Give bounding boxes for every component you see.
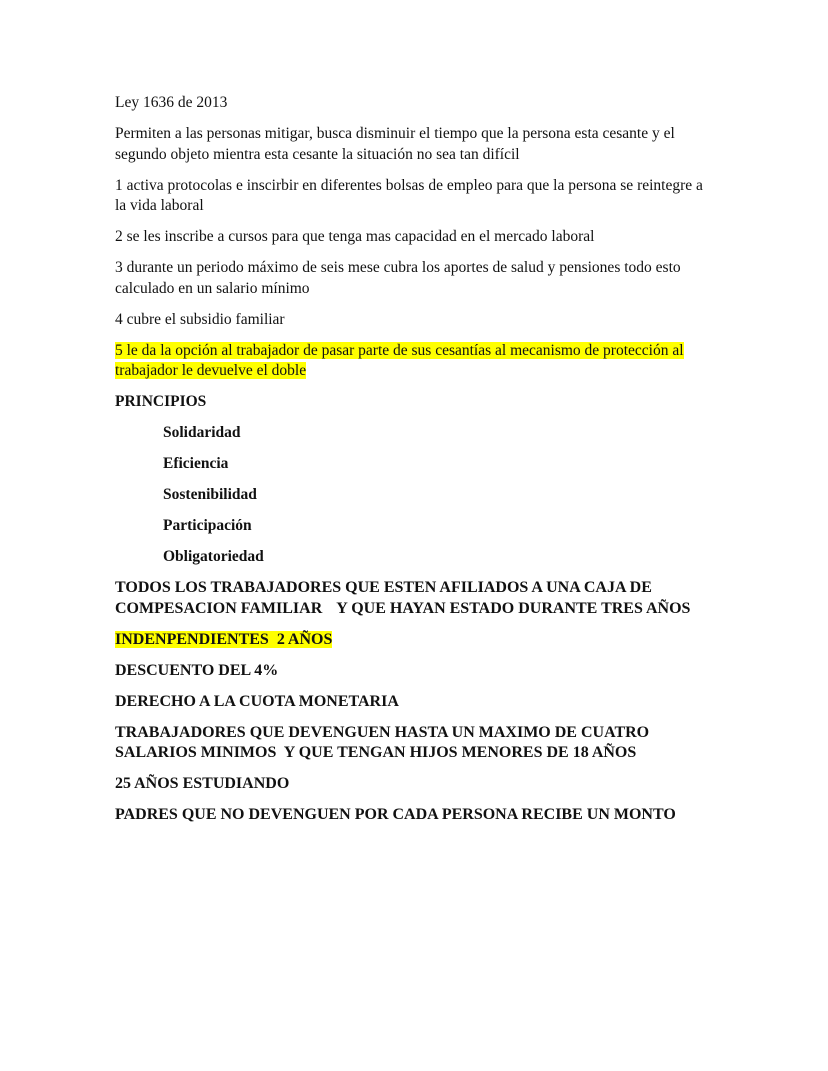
all-workers-line2b: Y QUE HAYAN ESTADO DURANTE TRES AÑOS [336,599,691,617]
principle-solidaridad: Solidaridad [163,424,241,441]
independents-paragraph [115,630,715,651]
principles-heading: PRINCIPIOS [115,393,207,410]
principle-participacion: Participación [163,517,252,534]
all-workers-line2a: COMPESACION FAMILIAR [115,599,323,617]
workers-line1: TRABAJADORES QUE DEVENGUEN HASTA UN MAXIMO DE CUATRO [115,723,650,741]
document-title: Ley 1636 de 2013 [115,94,228,111]
document-page [115,93,715,836]
workers-line2: SALARIOS MINIMOS Y QUE TENGAN HIJOS MENORES DE 18 AÑOS [115,744,637,761]
item-5-highlighted [115,341,715,382]
independents-highlight: INDENPENDIENTES 2 AÑOS [115,630,333,648]
all-workers-paragraph [115,578,715,619]
item-2: 2 se les inscribe a cursos para que tenga mas capacidad en el mercado laboral [115,228,595,245]
parents-paragraph: PADRES QUE NO DEVENGUEN POR CADA PERSONA RECIBE UN MONTO [115,806,676,823]
item-4: 4 cubre el subsidio familiar [115,310,285,328]
principle-eficiencia: Eficiencia [163,455,229,472]
workers-paragraph [115,723,715,764]
studying-paragraph: 25 AÑOS ESTUDIANDO [115,775,290,792]
all-workers-line1: TODOS LOS TRABAJADORES QUE ESTEN AFILIADOS A UNA CAJA DE [115,579,652,596]
item-1: 1 activa protocolas e inscirbir en diferentes bolsas de empleo para que la persona se reintegre a la vida laboral [115,176,703,214]
principle-sostenibilidad: Sostenibilidad [163,486,257,503]
principle-obligatoriedad: Obligatoriedad [163,548,264,565]
item-3: 3 durante un periodo máximo de seis mese cubra los aportes de salud y pensiones todo esto calculado en un salario mínimo [115,259,681,297]
discount-paragraph: DESCUENTO DEL 4% [115,661,279,679]
intro-paragraph: Permiten a las personas mitigar, busca disminuir el tiempo que la persona esta cesante y el segundo objeto mientra esta cesante la situación no sea tan difícil [115,125,675,163]
highlight-span: 5 le da la opción al trabajador de pasar parte de sus cesantías al mecanismo de protección al trabajador le devuelve el doble [115,341,684,379]
right-paragraph: DERECHO A LA CUOTA MONETARIA [115,692,399,710]
